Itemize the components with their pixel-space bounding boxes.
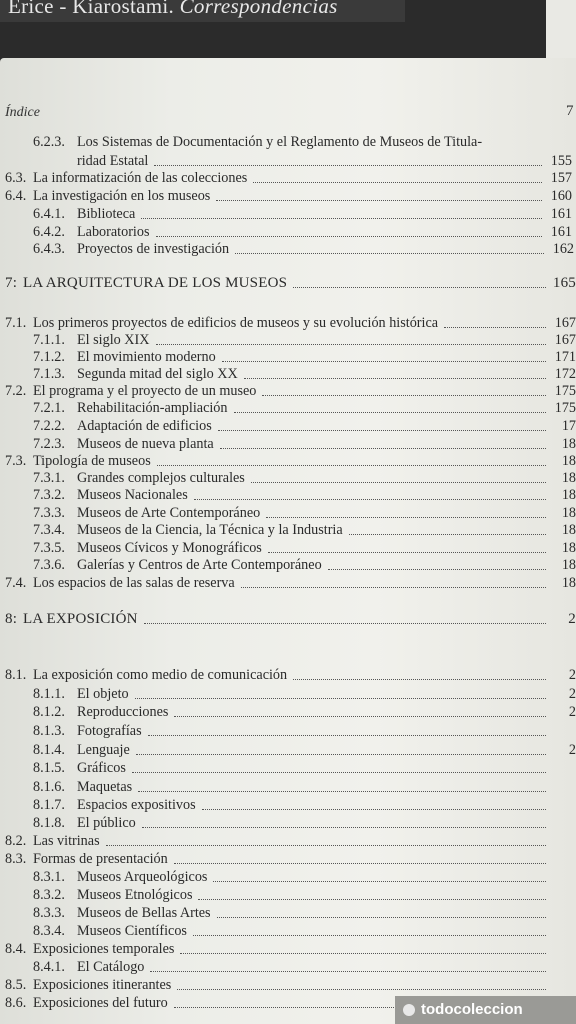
entry-number: 7.3.4. (33, 522, 65, 538)
toc-entry (33, 886, 576, 904)
toc-entry (5, 976, 576, 994)
toc-entry (33, 521, 576, 539)
entry-number: 7.3.1. (33, 470, 65, 486)
entry-number: 8.1. (5, 667, 27, 683)
entry-title: Segunda mitad del siglo XX (77, 366, 238, 382)
entry-page: 172 (554, 366, 576, 382)
entry-number: 7.3. (5, 453, 27, 469)
entry-title: El objeto (77, 686, 129, 702)
toc-entry (5, 574, 576, 592)
entry-page: 167 (554, 315, 576, 331)
entry-number: 6.4. (5, 188, 27, 204)
entry-number: 7.3.3. (33, 505, 65, 521)
toc-entry (5, 666, 576, 684)
toc-entry (33, 922, 576, 940)
entry-number: 6.3. (5, 170, 27, 186)
toc-entry (33, 556, 576, 574)
toc-entry (33, 703, 576, 721)
entry-page: 17 (561, 418, 576, 434)
toc-entry (33, 504, 576, 522)
entry-number: 8.1.7. (33, 797, 65, 813)
toc-entry (5, 850, 576, 868)
entry-page: 161 (550, 224, 572, 240)
entry-number: 6.4.2. (33, 224, 65, 240)
entry-page: 18 (561, 436, 576, 452)
entry-number: 7.4. (5, 575, 27, 591)
toc-entry (33, 205, 572, 223)
chapter-number: 7: (5, 275, 18, 291)
entry-page: 18 (561, 453, 576, 469)
running-header-section: Índice (5, 105, 40, 120)
entry-title: Los espacios de las salas de reserva (33, 575, 235, 591)
watermark-logo-icon (403, 1004, 415, 1016)
entry-page: 161 (550, 206, 572, 222)
entry-page: 18 (561, 522, 576, 538)
entry-page: 2 (568, 686, 576, 702)
entry-title: El programa y el proyecto de un museo (33, 383, 257, 399)
entry-title: Biblioteca (77, 206, 136, 222)
entry-number: 7.1.1. (33, 332, 65, 348)
toc-entry (77, 152, 572, 170)
entry-number: 8.3. (5, 851, 27, 867)
toc-entry (5, 314, 576, 332)
entry-page: 167 (554, 332, 576, 348)
toc-entry (33, 435, 576, 453)
running-header-page-number: 7 (566, 103, 574, 119)
watermark-badge (395, 996, 576, 1024)
entry-page: 175 (554, 383, 576, 399)
toc-entry (5, 169, 572, 187)
entry-page: 18 (561, 470, 576, 486)
toc-entry (33, 759, 576, 777)
watermark-text: todocoleccion (421, 1001, 523, 1018)
entry-number: 7.3.2. (33, 487, 65, 503)
entry-title: El Catálogo (77, 959, 145, 975)
toc-entry (33, 223, 572, 241)
entry-number: 8.4. (5, 941, 27, 957)
toc-entry (33, 399, 576, 417)
entry-number: 8.6. (5, 995, 27, 1011)
entry-number: 8.1.6. (33, 779, 65, 795)
entry-number: 8.3.4. (33, 923, 65, 939)
entry-page: 162 (552, 241, 574, 257)
entry-number: 8.2. (5, 833, 27, 849)
entry-title: Museos de la Ciencia, la Técnica y la Industria (77, 522, 343, 538)
toc-entry (33, 417, 576, 435)
entry-page: 160 (550, 188, 572, 204)
entry-page: 18 (561, 540, 576, 556)
entry-number: 7.2.2. (33, 418, 65, 434)
entry-page: 2 (568, 667, 576, 683)
entry-number: 6.4.3. (33, 241, 65, 257)
toc-entry (5, 382, 576, 400)
entry-page: 2 (568, 704, 576, 720)
entry-title: Exposiciones temporales (33, 941, 175, 957)
index-page (0, 58, 576, 1024)
page-edges (546, 0, 576, 60)
entry-title: Exposiciones del futuro (33, 995, 168, 1011)
entry-title: La investigación en los museos (33, 188, 211, 204)
entry-title: Los primeros proyectos de edificios de museos y su evolución histórica (33, 315, 439, 331)
entry-number: 7.2.1. (33, 400, 65, 416)
entry-title: Fotografías (77, 723, 142, 739)
book-title-prefix: Erice - Kiarostami. (8, 0, 180, 18)
entry-title: Museos Científicos (77, 923, 187, 939)
toc-entry (33, 685, 576, 703)
entry-number: 7.3.6. (33, 557, 65, 573)
entry-number: 8.1.1. (33, 686, 65, 702)
book-cover-top (0, 0, 576, 62)
entry-number: 8.3.3. (33, 905, 65, 921)
entry-page: 175 (554, 400, 576, 416)
entry-title: ridad Estatal (77, 153, 149, 169)
entry-title: Museos de Bellas Artes (77, 905, 211, 921)
toc-entry (33, 741, 576, 759)
entry-number: 7.1.2. (33, 349, 65, 365)
entry-page: 171 (554, 349, 576, 365)
entry-title: Adaptación de edificios (77, 418, 212, 434)
entry-number: 8.1.2. (33, 704, 65, 720)
entry-title: Museos de Arte Contemporáneo (77, 505, 261, 521)
toc-entry (33, 814, 576, 832)
entry-number: 6.2.3. (33, 134, 65, 150)
entry-title: Gráficos (77, 760, 126, 776)
toc-entry (33, 958, 576, 976)
entry-number: 8.1.4. (33, 742, 65, 758)
chapter-title: LA ARQUITECTURA DE LOS MUSEOS (23, 275, 288, 291)
entry-title: El movimiento moderno (77, 349, 216, 365)
toc-entry (5, 940, 576, 958)
entry-number: 7.3.5. (33, 540, 65, 556)
toc-entry (5, 187, 572, 205)
entry-title: Museos Nacionales (77, 487, 188, 503)
entry-number: 8.3.2. (33, 887, 65, 903)
toc-entry (33, 469, 576, 487)
entry-number: 7.1. (5, 315, 27, 331)
entry-title: Museos Cívicos y Monográficos (77, 540, 262, 556)
toc-entry (33, 722, 576, 740)
entry-page: 18 (561, 505, 576, 521)
entry-number: 8.5. (5, 977, 27, 993)
entry-title: Proyectos de investigación (77, 241, 230, 257)
entry-number: 8.3.1. (33, 869, 65, 885)
chapter-number: 8: (5, 611, 18, 627)
chapter-page: 165 (552, 275, 576, 291)
entry-page: 18 (561, 575, 576, 591)
entry-title: El siglo XIX (77, 332, 150, 348)
entry-number: 8.1.5. (33, 760, 65, 776)
entry-title: Los Sistemas de Documentación y el Reglamento de Museos de Titula- (77, 134, 483, 150)
toc-entry (33, 904, 576, 922)
toc-entry (33, 348, 576, 366)
entry-title: La exposición como medio de comunicación (33, 667, 288, 683)
entry-page: 18 (561, 487, 576, 503)
toc-chapter (5, 274, 576, 292)
entry-title: Exposiciones itinerantes (33, 977, 172, 993)
toc-entry (33, 539, 576, 557)
toc-chapter (5, 610, 576, 628)
entry-number: 7.2.3. (33, 436, 65, 452)
entry-title: Museos Etnológicos (77, 887, 193, 903)
entry-number: 8.1.8. (33, 815, 65, 831)
chapter-page: 2 (568, 611, 576, 627)
toc-entry (33, 486, 576, 504)
toc-entry (33, 778, 576, 796)
entry-page: 157 (550, 170, 572, 186)
entry-page: 2 (568, 742, 576, 758)
entry-title: Museos de nueva planta (77, 436, 214, 452)
entry-number: 7.2. (5, 383, 27, 399)
entry-title: Galerías y Centros de Arte Contemporáneo (77, 557, 322, 573)
entry-title: El público (77, 815, 136, 831)
toc-entry (33, 331, 576, 349)
entry-number: 6.4.1. (33, 206, 65, 222)
entry-title: Reproducciones (77, 704, 169, 720)
entry-title: Las vitrinas (33, 833, 100, 849)
entry-title: Maquetas (77, 779, 133, 795)
toc-entry (33, 133, 576, 151)
toc-entry (33, 796, 576, 814)
toc-entry (33, 365, 576, 383)
book-title-italic: Correspondencias (179, 0, 338, 18)
entry-title: Tipología de museos (33, 453, 151, 469)
chapter-title: LA EXPOSICIÓN (23, 611, 138, 627)
entry-number: 8.4.1. (33, 959, 65, 975)
entry-title: Formas de presentación (33, 851, 168, 867)
toc-entry (5, 832, 576, 850)
book-title (8, 0, 338, 19)
entry-title: Lenguaje (77, 742, 130, 758)
table-of-contents (0, 58, 576, 1024)
entry-page: 155 (550, 153, 572, 169)
toc-entry (33, 240, 574, 258)
entry-number: 8.1.3. (33, 723, 65, 739)
toc-entry (33, 868, 576, 886)
entry-title: Laboratorios (77, 224, 150, 240)
entry-title: Rehabilitación-ampliación (77, 400, 228, 416)
entry-page: 18 (561, 557, 576, 573)
entry-title: Grandes complejos culturales (77, 470, 245, 486)
entry-title: Museos Arqueológicos (77, 869, 208, 885)
toc-entry (5, 452, 576, 470)
entry-number: 7.1.3. (33, 366, 65, 382)
entry-title: Espacios expositivos (77, 797, 196, 813)
entry-title: La informatización de las colecciones (33, 170, 248, 186)
